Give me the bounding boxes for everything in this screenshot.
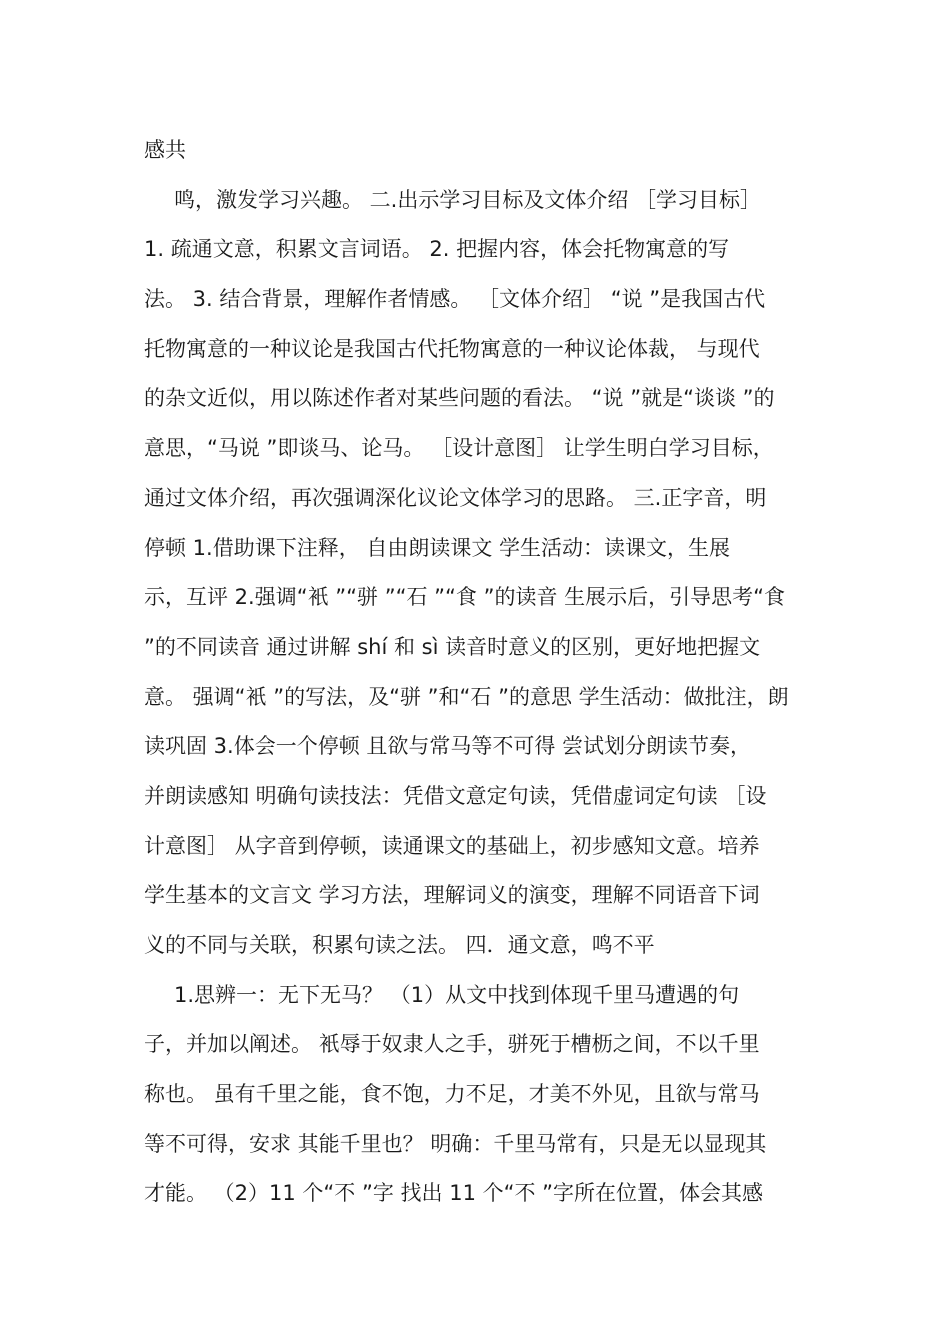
text-line: 义的不同与关联，积累句读之法。 四．通文意，鸣不平: [144, 933, 655, 957]
text-line: 称也。 虽有千里之能，食不饱，力不足，才美不外见，且欲与常马: [144, 1082, 760, 1107]
body-text: [144, 126, 808, 1219]
text-line: 示，互评 2.强调“衹 ”“骈 ”“石 ”“食 ”的读音 生展示后，引导思考“食: [144, 585, 786, 610]
text-line: 停顿 1.借助课下注释， 自由朗读课文 学生活动：读课文，生展: [144, 535, 731, 560]
text-line: 1. 疏通文意，积累文言词语。 2. 把握内容，体会托物寓意的写: [144, 237, 730, 262]
text-line: 感共: [144, 138, 186, 162]
text-line: ”的不同读音 通过讲解 shí 和 sì 读音时意义的区别，更好地把握文: [144, 634, 761, 659]
text-line: 意。 强调“衹 ”的写法，及“骈 ”和“石 ”的意思 学生活动：做批注，朗: [144, 684, 789, 709]
text-line: 托物寓意的一种议论是我国古代托物寓意的一种议论体裁， 与现代: [144, 336, 760, 361]
text-line: 读巩固 3.体会一个停顿 且欲与常马等不可得 尝试划分朗读节奏，: [144, 734, 752, 759]
text-line: 学生基本的文言文 学习方法，理解词义的演变，理解不同语音下词: [144, 883, 760, 908]
text-line: 并朗读感知 明确句读技法：凭借文意定句读，凭借虚词定句读 ［设: [144, 783, 767, 808]
text-line: 子，并加以阐述。 衹辱于奴隶人之手，骈死于槽枥之间，不以千里: [144, 1032, 760, 1057]
text-line: 等不可得，安求 其能千里也？ 明确：千里马常有，只是无以显现其: [144, 1131, 767, 1156]
text-line: 的杂文近似，用以陈述作者对某些问题的看法。 “说 ”就是“谈谈 ”的: [144, 386, 775, 411]
text-line: 计意图］ 从字音到停顿，读通课文的基础上，初步感知文意。培养: [144, 833, 760, 858]
text-line: 法。 3. 结合背景，理解作者情感。 ［文体介绍］ “说 ”是我国古代: [144, 287, 766, 312]
text-line: 意思，“马说 ”即谈马、论马。 ［设计意图］ 让学生明白学习目标，: [144, 436, 774, 461]
text-line: 通过文体介绍，再次强调深化议论文体学习的思路。 三.正字音，明: [144, 485, 767, 510]
text-line: 才能。 （2）11 个“不 ”字 找出 11 个“不 ”字所在位置，体会其感: [144, 1181, 764, 1206]
text-line: 1.思辨一：无下无马？ （1）从文中找到体现千里马遭遇的句: [174, 982, 740, 1007]
text-line: 鸣，激发学习兴趣。 二.出示学习目标及文体介绍 ［学习目标］: [174, 187, 762, 212]
